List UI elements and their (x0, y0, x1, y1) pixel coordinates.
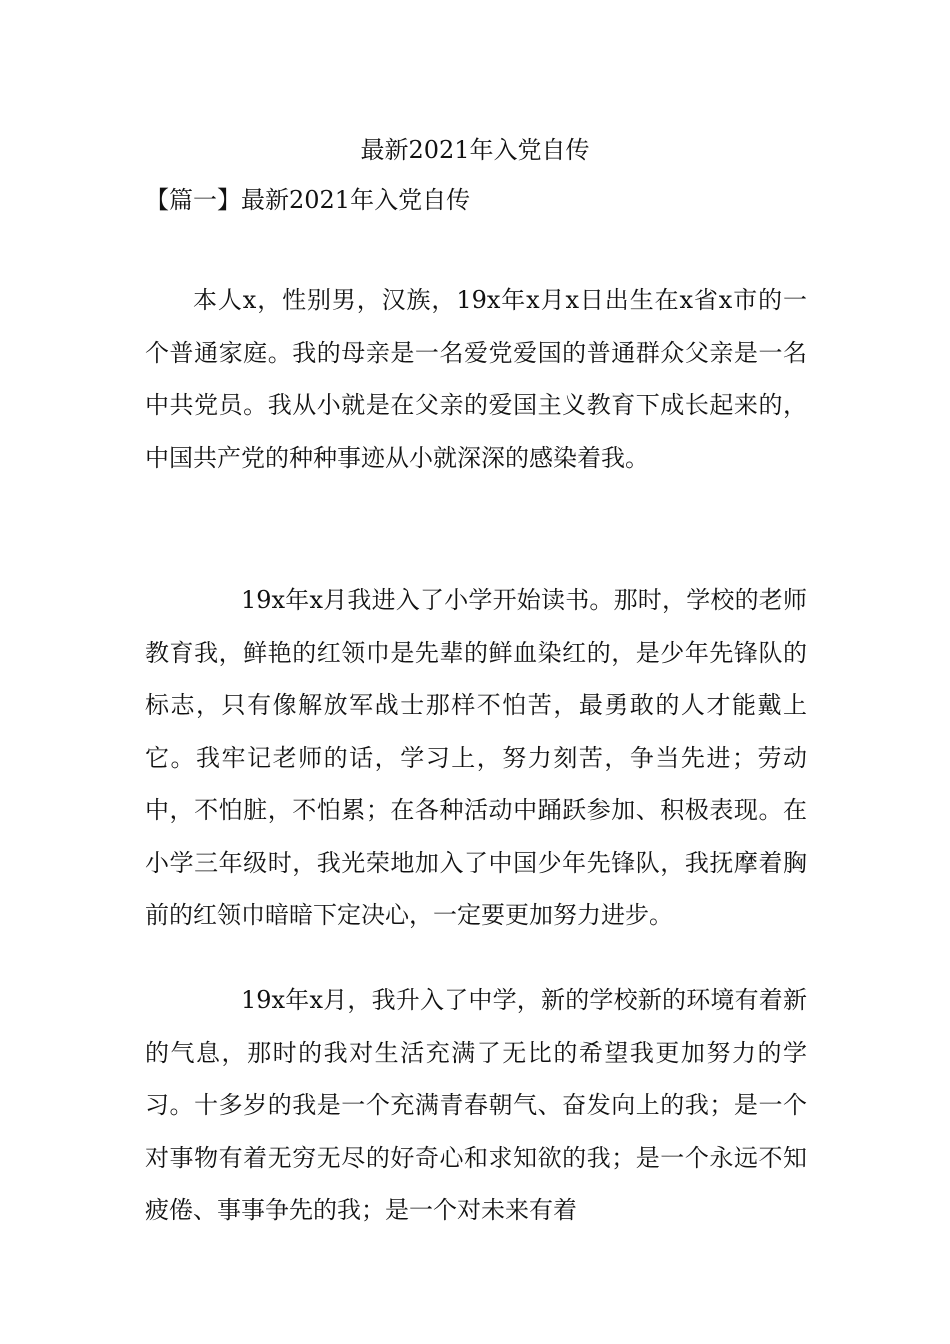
document-title: 最新2021年入党自传 (360, 136, 590, 164)
section-heading: 【篇一】最新2021年入党自传 (145, 186, 471, 214)
paragraph-2: 19x年x月我进入了小学开始读书。那时，学校的老师教育我，鲜艳的红领巾是先辈的鲜血染红的，是少年先锋队的标志，只有像解放军战士那样不怕苦，最勇敢的人才能戴上它。我牢记老师的话，学习上，努力刻苦，争当先进；劳动中，不怕脏，不怕累；在各种活动中踊跃参加、积极表现。在小学三年级时，我光荣地加入了中国少年先锋队，我抚摩着胸前的红领巾暗暗下定决心，一定要更加努力进步。 (145, 586, 807, 929)
paragraph-1: 本人x，性别男，汉族，19x年x月x日出生在x省x市的一个普通家庭。我的母亲是一名爱党爱国的普通群众父亲是一名中共党员。我从小就是在父亲的爱国主义教育下成长起来的，中国共产党的种种事迹从小就深深的感染着我。 (145, 286, 807, 472)
paragraph-3: 19x年x月，我升入了中学，新的学校新的环境有着新的气息，那时的我对生活充满了无比的希望我更加努力的学习。十多岁的我是一个充满青春朝气、奋发向上的我；是一个对事物有着无穷无尽的好奇心和求知欲的我；是一个永远不知疲倦、事事争先的我；是一个对未来有着 (145, 986, 807, 1224)
